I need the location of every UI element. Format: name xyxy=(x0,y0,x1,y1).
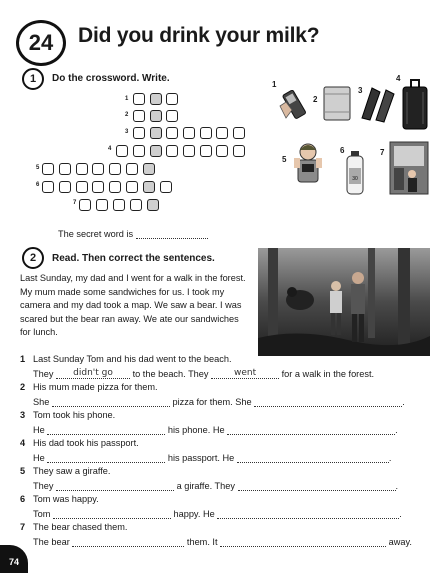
row-number: 5 xyxy=(36,165,40,171)
exercise-1-instruction: Do the crossword. Write. xyxy=(52,73,170,84)
row-number: 3 xyxy=(125,129,129,135)
crossword-cell[interactable] xyxy=(109,163,121,175)
answer-4-blank-2[interactable] xyxy=(237,452,389,463)
picture-number: 3 xyxy=(358,86,363,95)
answer-5-blank-2[interactable] xyxy=(238,480,396,491)
crossword-cell[interactable] xyxy=(160,181,172,193)
crossword-cell[interactable] xyxy=(42,163,54,175)
boy-with-camera-picture xyxy=(288,140,328,190)
crossword-cell[interactable] xyxy=(216,145,228,157)
row-number: 2 xyxy=(125,112,129,118)
question-2: 2 His mum made pizza for them. xyxy=(20,382,158,392)
answer-3-blank-2[interactable] xyxy=(227,424,395,435)
crossword-cell[interactable] xyxy=(133,127,145,139)
answer-2-blank-1[interactable] xyxy=(52,396,170,407)
crossword-cell-secret[interactable] xyxy=(150,110,162,122)
crossword-cell[interactable] xyxy=(109,181,121,193)
crossword-cell[interactable] xyxy=(216,127,228,139)
crossword-cell[interactable] xyxy=(76,181,88,193)
crossword-cell[interactable] xyxy=(233,127,245,139)
crossword-cell[interactable] xyxy=(233,145,245,157)
crossword-cell[interactable] xyxy=(42,181,54,193)
answer-6-blank-2[interactable] xyxy=(217,508,399,519)
answer-6-blank-1[interactable] xyxy=(53,508,171,519)
question-3: 3 Tom took his phone. xyxy=(20,410,116,420)
answer-1-blank-1[interactable]: didn't go xyxy=(56,368,130,379)
secret-word-row xyxy=(58,228,208,239)
answer-1: They didn't go to the beach. They went for a walk in the forest. xyxy=(33,368,375,379)
answer-3: He his phone. He . xyxy=(33,425,398,435)
answer-7: The bear them. It away. xyxy=(33,537,412,547)
unit-number-badge: 24 xyxy=(16,20,66,66)
crossword-cell[interactable] xyxy=(200,145,212,157)
picture-number: 2 xyxy=(313,95,318,104)
secret-word-input[interactable] xyxy=(136,228,208,239)
crossword-cell[interactable] xyxy=(183,145,195,157)
crossword-cell[interactable] xyxy=(183,127,195,139)
answer-2: She pizza for them. She . xyxy=(33,397,405,407)
row-number: 7 xyxy=(73,200,77,206)
crossword-cell[interactable] xyxy=(96,199,108,211)
answer-3-blank-1[interactable] xyxy=(47,424,165,435)
picture-number: 1 xyxy=(272,80,277,89)
crossword-cell[interactable] xyxy=(200,127,212,139)
picture-number: 7 xyxy=(380,148,385,157)
forest-bear-picture xyxy=(258,248,430,356)
crossword-cell[interactable] xyxy=(166,127,178,139)
question-4: 4 His dad took his passport. xyxy=(20,438,139,448)
answer-4: He his passport. He . xyxy=(33,453,392,463)
crossword-cell[interactable] xyxy=(79,199,91,211)
sun-cream-label: 30 xyxy=(352,176,358,182)
crossword-cell[interactable] xyxy=(130,199,142,211)
crossword-cell[interactable] xyxy=(116,145,128,157)
page-number: 74 xyxy=(0,545,28,573)
exercise-2-number: 2 xyxy=(22,247,44,269)
crossword-cell-secret[interactable] xyxy=(143,163,155,175)
picture-number: 5 xyxy=(282,155,287,164)
secret-word-label: The secret word is xyxy=(58,229,134,239)
page-title: Did you drink your milk? xyxy=(78,24,320,47)
answer-5-blank-1[interactable] xyxy=(56,480,174,491)
crossword-cell[interactable] xyxy=(92,163,104,175)
answer-7-blank-2[interactable] xyxy=(220,536,386,547)
picture-number: 4 xyxy=(396,74,401,83)
answer-5: They a giraffe. They . xyxy=(33,481,399,491)
crossword-cell-secret[interactable] xyxy=(150,145,162,157)
passport-control-picture xyxy=(388,140,430,196)
exercise-1-number: 1 xyxy=(22,68,44,90)
crossword-cell-secret[interactable] xyxy=(143,181,155,193)
picture-number: 6 xyxy=(340,146,345,155)
row-number: 4 xyxy=(108,146,112,152)
crossword-cell[interactable] xyxy=(133,110,145,122)
crossword-cell[interactable] xyxy=(126,181,138,193)
crossword-cell-secret[interactable] xyxy=(147,199,159,211)
crossword-cell[interactable] xyxy=(166,93,178,105)
crossword-cell-secret[interactable] xyxy=(150,93,162,105)
crossword-cell[interactable] xyxy=(76,163,88,175)
row-number: 6 xyxy=(36,182,40,188)
crossword-cell[interactable] xyxy=(166,110,178,122)
phone-picture xyxy=(276,88,308,122)
question-7: 7 The bear chased them. xyxy=(20,522,128,532)
crossword-cell[interactable] xyxy=(133,145,145,157)
question-1: 1 Last Sunday Tom and his dad went to the beach. xyxy=(20,354,232,364)
crossword-cell[interactable] xyxy=(166,145,178,157)
crossword-cell[interactable] xyxy=(113,199,125,211)
towel-picture xyxy=(320,84,354,124)
crossword-cell-secret[interactable] xyxy=(150,127,162,139)
crossword-cell[interactable] xyxy=(59,163,71,175)
answer-1-blank-2[interactable]: went xyxy=(211,368,279,379)
question-5: 5 They saw a giraffe. xyxy=(20,466,111,476)
crossword-cell[interactable] xyxy=(133,93,145,105)
crossword-cell[interactable] xyxy=(59,181,71,193)
exercise-2-instruction: Read. Then correct the sentences. xyxy=(52,253,215,264)
story-text: Last Sunday, my dad and I went for a walk in the forest. My mum made some sandwiches for us. I took my camera and my dad took a map. We saw a bear. I was scared but the bear ran away. We ate our sandwiches for lunch. xyxy=(20,273,246,338)
crossword-cell[interactable] xyxy=(92,181,104,193)
suitcase-picture xyxy=(399,78,431,132)
row-number: 1 xyxy=(125,96,129,102)
answer-4-blank-1[interactable] xyxy=(47,452,165,463)
sun-cream-picture xyxy=(344,150,366,196)
crossword-cell[interactable] xyxy=(126,163,138,175)
answer-2-blank-2[interactable] xyxy=(254,396,402,407)
flippers-picture xyxy=(356,80,400,124)
answer-6: Tom happy. He . xyxy=(33,509,402,519)
answer-7-blank-1[interactable] xyxy=(72,536,184,547)
question-6: 6 Tom was happy. xyxy=(20,494,99,504)
